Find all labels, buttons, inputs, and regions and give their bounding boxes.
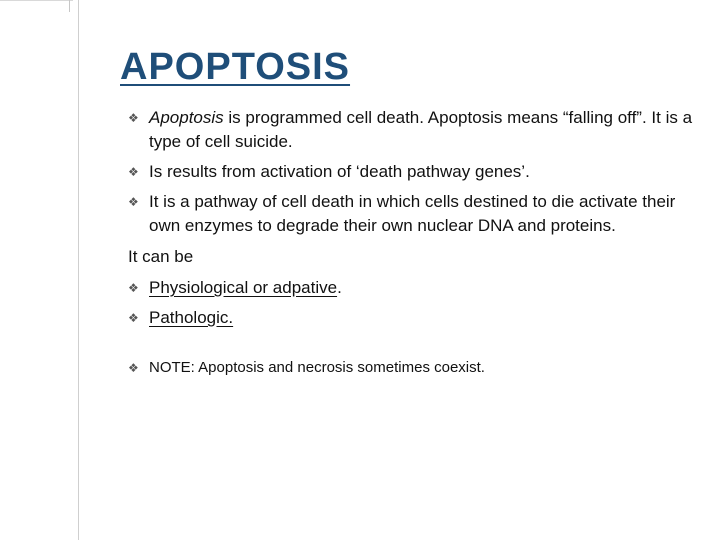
diamond-bullet-icon: ❖: [128, 195, 139, 209]
note-text: NOTE: Apoptosis and necrosis sometimes coexist.: [149, 359, 485, 376]
decorative-left-rule: [78, 0, 79, 540]
slide-content: [128, 106, 708, 386]
diamond-bullet-icon: ❖: [128, 165, 139, 179]
note-item: [128, 356, 708, 380]
intro-line: It can be: [128, 247, 194, 266]
diamond-bullet-icon: ❖: [128, 281, 139, 295]
diamond-bullet-icon: ❖: [128, 361, 139, 375]
slide-title: APOPTOSIS: [120, 46, 351, 88]
decorative-top-rule: [0, 0, 73, 1]
decorative-corner-tick: [69, 0, 70, 12]
option-suffix: .: [337, 278, 342, 297]
option-text: Pathologic.: [149, 308, 234, 327]
italic-term: Apoptosis: [149, 108, 224, 127]
bullet-text: Is results from activation of ‘death pathway genes’.: [149, 162, 530, 181]
diamond-bullet-icon: ❖: [128, 311, 139, 325]
bullet-text: It is a pathway of cell death in which cells destined to die activate their own enzymes to degrade their own nuclear DNA and proteins.: [149, 192, 676, 235]
option-text: Physiological or adpative: [149, 278, 338, 297]
bullet-item-definition: [128, 106, 708, 154]
option-item-pathologic: [128, 306, 708, 330]
option-item-physiological: [128, 276, 708, 300]
bullet-text: is programmed cell death. Apoptosis means “falling off”. It is a type of cell suicide.: [149, 108, 693, 151]
bullet-item-activation: [128, 160, 708, 184]
bullet-item-pathway: [128, 190, 708, 238]
diamond-bullet-icon: ❖: [128, 111, 139, 125]
